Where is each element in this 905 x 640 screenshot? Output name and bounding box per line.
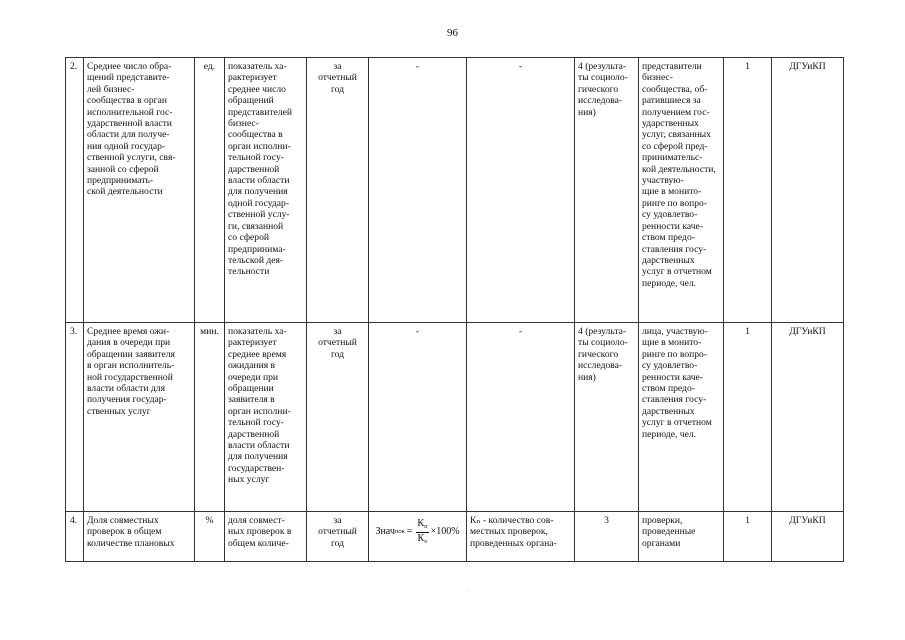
- indicator-name: Доля совместных проверок в общем количестве плановых: [84, 512, 195, 562]
- table-row: [66, 512, 844, 562]
- method-cell: 4 (результа- ты социоло- гического исследова- ния): [575, 323, 639, 512]
- responsible-cell: ДГУиКП: [772, 512, 844, 562]
- period-cell: за отчетный год: [307, 323, 369, 512]
- table-row: [66, 323, 844, 512]
- formula-denominator-sub: о: [424, 537, 428, 545]
- subject-cell: представители бизнес- сообщества, об- ратившиеся за получением гос- ударственных услуг, связанных со сферой пред- принимательс- кой деятельности, участвую- щие в монито- ринге по вопро- су удовлетво- ренности каче- ством предо- ставления госу- дарственных услуг в отчетном периоде, чел.: [639, 58, 724, 323]
- responsible-cell: ДГУиКП: [772, 323, 844, 512]
- formula-numerator: К: [417, 517, 425, 529]
- row-number: 4.: [66, 512, 84, 562]
- subject-cell: лица, участвую- щие в монито- ринге по вопро- су удовлетво- ренности каче- ством предо- ставления госу- дарственных услуг в отчетном периоде, чел.: [639, 323, 724, 512]
- formula-cell: -: [369, 58, 467, 323]
- formula-cell: [369, 512, 467, 562]
- indicator-name: Среднее число обра- щений представите- лей бизнес- сообщества в орган исполнительной гос- ударственной власти области для получе- ния одной государ- ственной услуги, свя- занной со сферой предпринимать- ской деятельности: [84, 58, 195, 323]
- code-cell: 1: [724, 323, 772, 512]
- unit-cell: ед.: [195, 58, 225, 323]
- variables-cell: -: [467, 323, 575, 512]
- unit-cell: мин.: [195, 323, 225, 512]
- formula-tail: ×100%: [430, 526, 460, 538]
- code-cell: 1: [724, 58, 772, 323]
- period-cell: за отчетный год: [307, 58, 369, 323]
- variables-cell: -: [467, 58, 575, 323]
- unit-cell: %: [195, 512, 225, 562]
- period-cell: за отчетный год: [307, 512, 369, 562]
- formula-numerator-sub: п: [424, 522, 428, 530]
- formula-lhs-sub: пок: [394, 528, 405, 536]
- row-number: 3.: [66, 323, 84, 512]
- definition-cell: показатель ха- рактеризует среднее время ожидания в очереди при обращении заявителя в орган исполни- тельной госу- дарственной власти области для получения государствен- ных услуг: [225, 323, 307, 512]
- indicator-name: Среднее время ожи- дания в очереди при обращении заявителя в орган исполнитель- ной государственной власти области для получения государ- ственных услуг: [84, 323, 195, 512]
- definition-cell: доля совмест- ных проверок в общем количе-: [225, 512, 307, 562]
- formula-fraction: [416, 518, 428, 547]
- method-cell: 4 (результа- ты социоло- гического исследова- ния): [575, 58, 639, 323]
- code-cell: 1: [724, 512, 772, 562]
- formula-eq: =: [406, 526, 413, 538]
- page-number: 96: [447, 27, 458, 39]
- definition-cell: показатель ха- рактеризует среднее число обращений представителей бизнес- сообщества в орган исполни- тельной госу- дарственной власти области для получения одной государ- ственной услу- ги, связанной со сферой предпринима- тельской дея- тельности: [225, 58, 307, 323]
- subject-cell: проверки, проведенные органами: [639, 512, 724, 562]
- method-cell: 3: [575, 512, 639, 562]
- indicators-table: [65, 57, 844, 562]
- table-row: [66, 58, 844, 323]
- formula-lhs: Знач: [375, 526, 395, 538]
- formula: [370, 513, 465, 551]
- variables-cell: Кₙ - количество сов- местных проверок, проведенных органа-: [467, 512, 575, 562]
- scan-dot: ·: [466, 588, 468, 594]
- responsible-cell: ДГУиКП: [772, 58, 844, 323]
- formula-denominator: К: [417, 532, 425, 544]
- formula-cell: -: [369, 323, 467, 512]
- row-number: 2.: [66, 58, 84, 323]
